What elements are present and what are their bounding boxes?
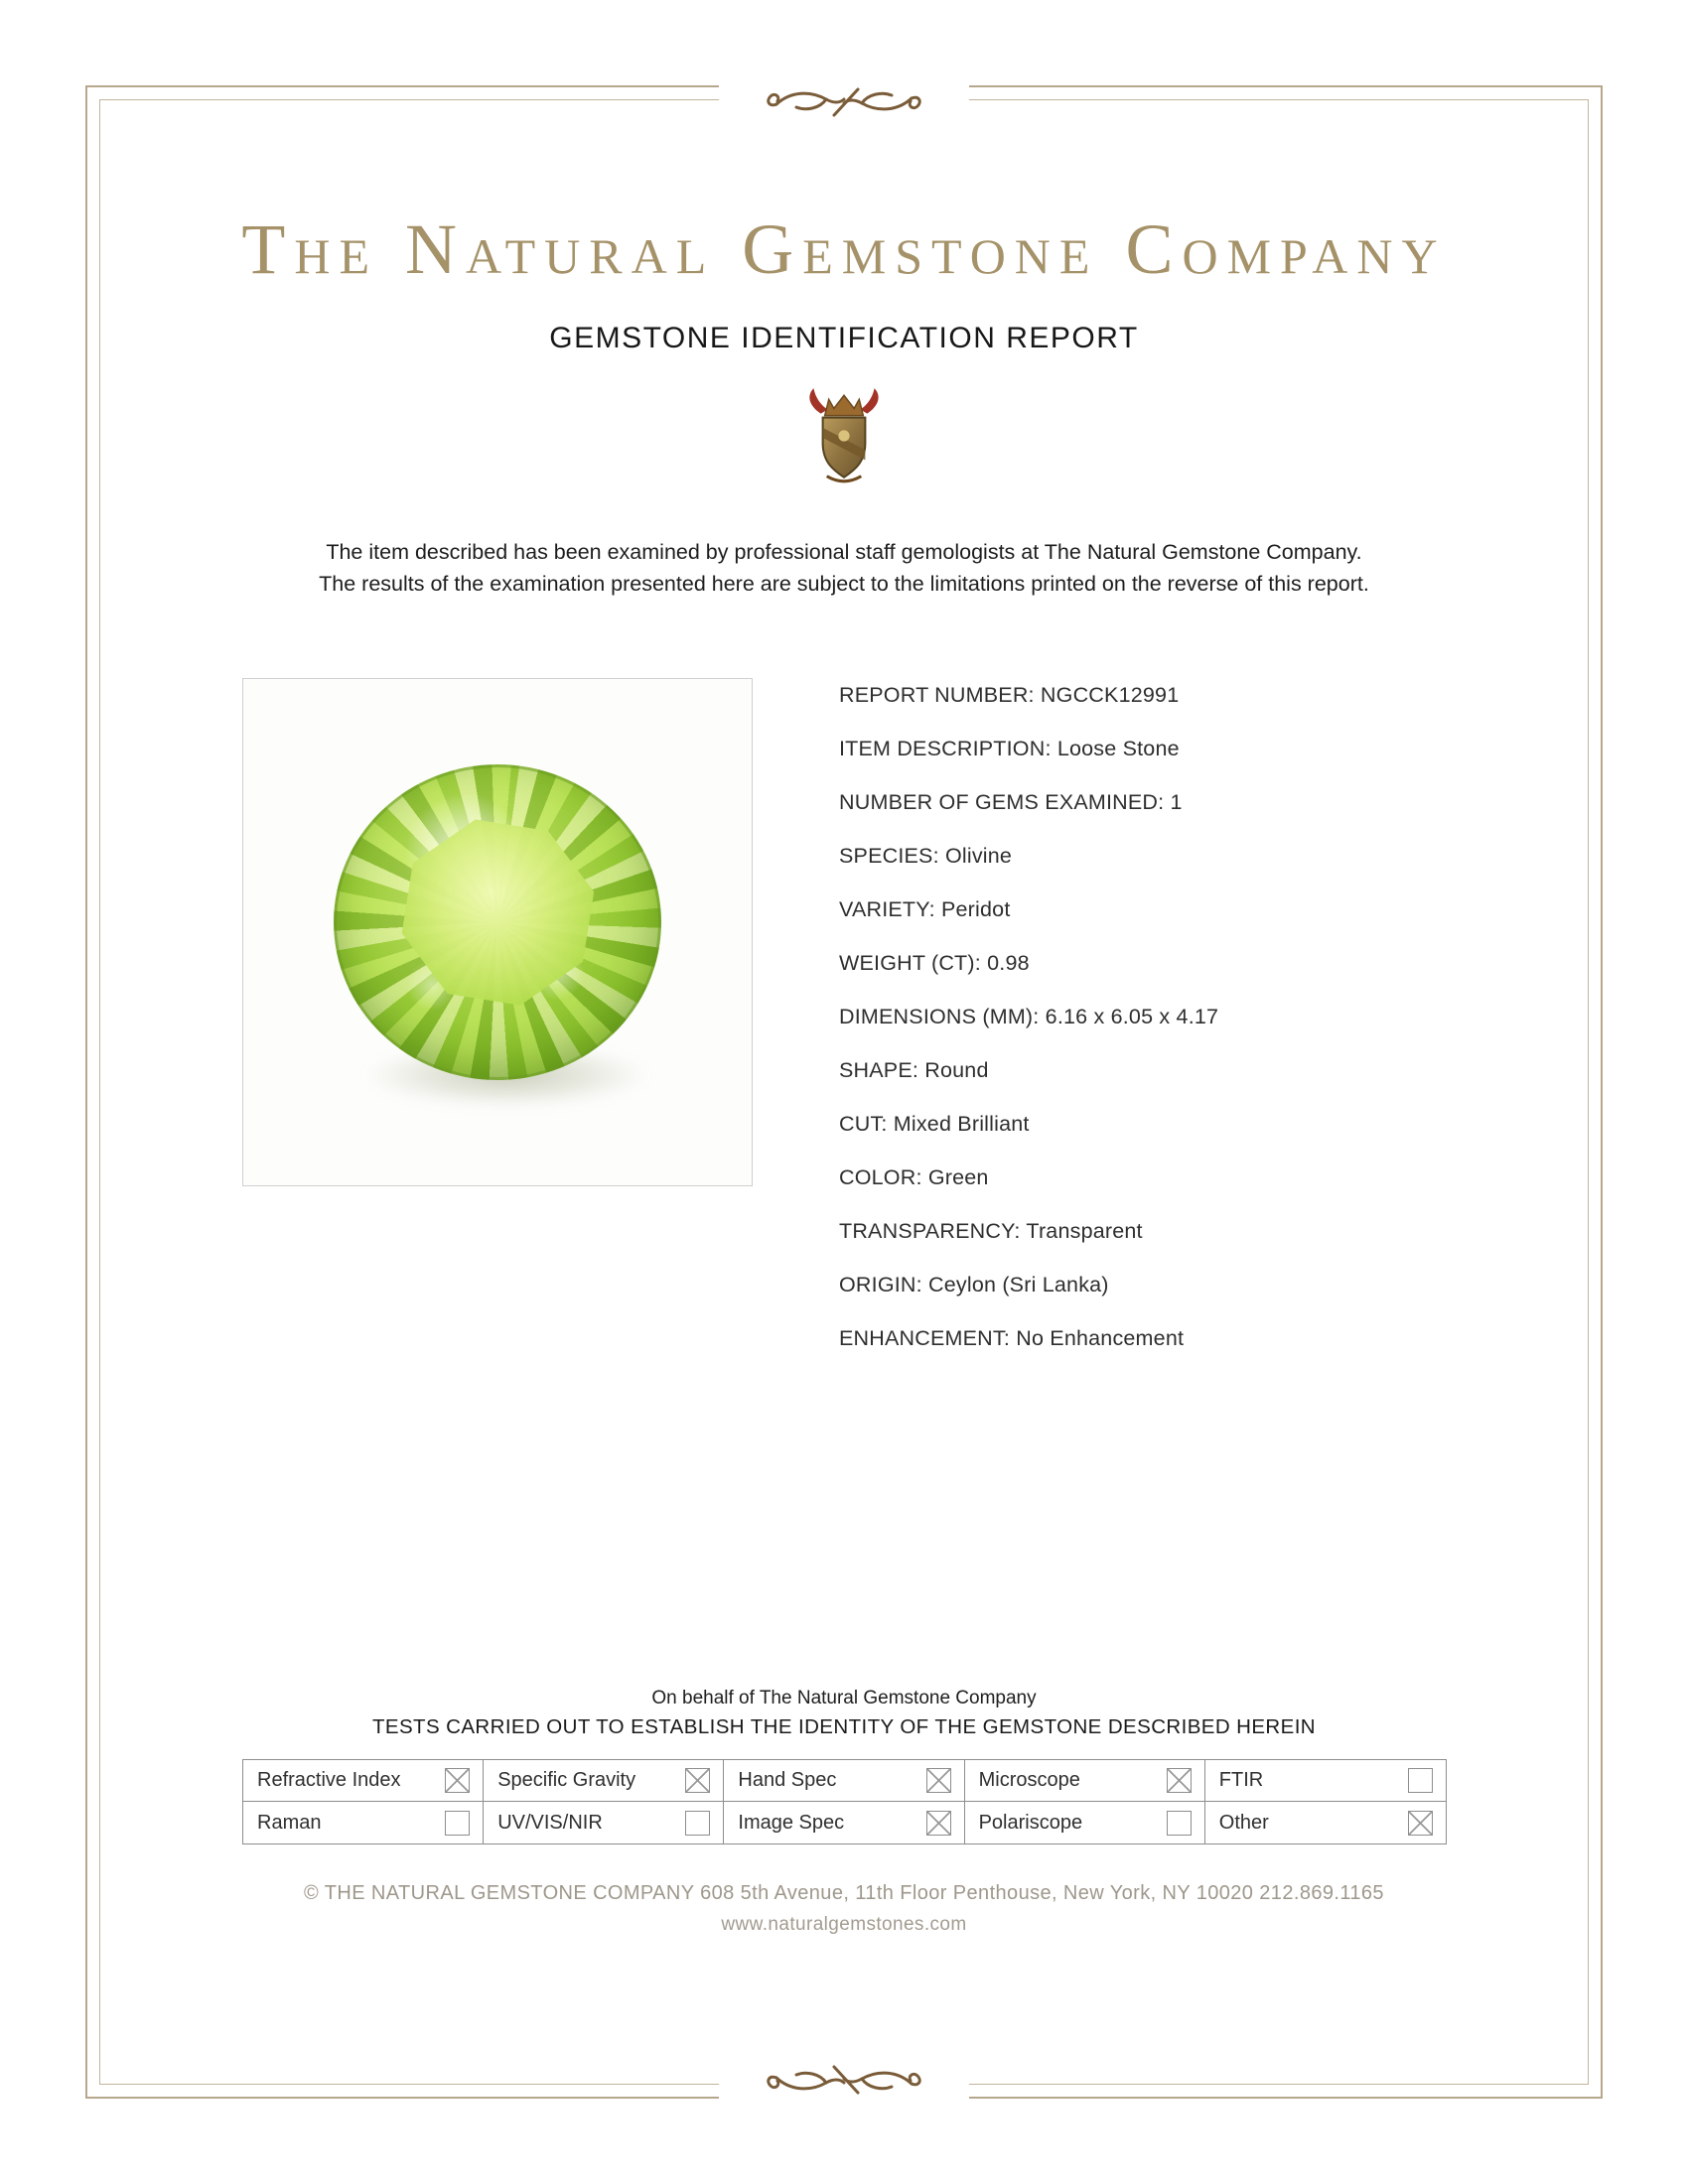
checkbox-ftir: [1408, 1768, 1433, 1793]
field-weight: WEIGHT (CT): 0.98: [839, 951, 1030, 975]
test-cell-raman: Raman: [243, 1802, 484, 1843]
test-cell-ftir: FTIR: [1205, 1760, 1446, 1802]
test-cell-refractive-index: Refractive Index: [243, 1760, 484, 1802]
test-cell-image-spec: Image Spec: [724, 1802, 964, 1843]
report-subtitle: GEMSTONE IDENTIFICATION REPORT: [549, 322, 1139, 354]
tests-table: [242, 1759, 1447, 1844]
field-transparency: TRANSPARENCY: Transparent: [839, 1219, 1143, 1243]
intro-line-2: The results of the examination presented here are subject to the limitations printed on the reverse of this report.: [319, 572, 1369, 597]
checkbox-other: [1408, 1811, 1433, 1836]
test-cell-uv-vis-nir: UV/VIS/NIR: [484, 1802, 724, 1843]
intro-line-1: The item described has been examined by professional staff gemologists at The Natural Gemstone Company.: [326, 540, 1362, 564]
field-shape: SHAPE: Round: [839, 1058, 989, 1082]
checkbox-refractive-index: [445, 1768, 470, 1793]
top-flourish-ornament-icon: [719, 77, 969, 125]
field-report-number: REPORT NUMBER: NGCCK12991: [839, 683, 1180, 707]
field-cut: CUT: Mixed Brilliant: [839, 1112, 1030, 1136]
field-dimensions: DIMENSIONS (MM): 6.16 x 6.05 x 4.17: [839, 1005, 1219, 1028]
footer-website: www.naturalgemstones.com: [721, 1914, 967, 1935]
field-number-of-gems: NUMBER OF GEMS EXAMINED: 1: [839, 790, 1183, 814]
footer-address: © THE NATURAL GEMSTONE COMPANY 608 5th Avenue, 11th Floor Penthouse, New York, NY 10020 212.869.1165: [304, 1882, 1384, 1904]
intro-paragraph: [0, 536, 1688, 601]
field-species: SPECIES: Olivine: [839, 844, 1013, 868]
tests-heading: TESTS CARRIED OUT TO ESTABLISH THE IDENTITY OF THE GEMSTONE DESCRIBED HEREIN: [371, 1715, 1317, 1738]
gem-photo-frame: [242, 678, 753, 1186]
test-cell-specific-gravity: Specific Gravity: [484, 1760, 724, 1802]
test-cell-other: Other: [1205, 1802, 1446, 1843]
field-origin: ORIGIN: Ceylon (Sri Lanka): [839, 1273, 1109, 1297]
field-enhancement: ENHANCEMENT: No Enhancement: [839, 1326, 1185, 1350]
checkbox-microscope: [1167, 1768, 1192, 1793]
report-fields: [839, 683, 1218, 1380]
checkbox-uv-vis-nir: [685, 1811, 710, 1836]
on-behalf-text: On behalf of The Natural Gemstone Company: [651, 1688, 1037, 1708]
checkbox-hand-spec: [926, 1768, 951, 1793]
peridot-gem-image: [334, 764, 661, 1080]
checkbox-specific-gravity: [685, 1768, 710, 1793]
field-color: COLOR: Green: [839, 1165, 989, 1189]
company-crest-icon: [798, 381, 890, 492]
checkbox-polariscope: [1167, 1811, 1192, 1836]
company-title: The Natural Gemstone Company: [241, 209, 1447, 289]
test-cell-hand-spec: Hand Spec: [724, 1760, 964, 1802]
bottom-flourish-ornament-icon: [719, 2057, 969, 2105]
field-item-description: ITEM DESCRIPTION: Loose Stone: [839, 737, 1180, 760]
checkbox-raman: [445, 1811, 470, 1836]
test-cell-microscope: Microscope: [965, 1760, 1205, 1802]
checkbox-image-spec: [926, 1811, 951, 1836]
test-cell-polariscope: Polariscope: [965, 1802, 1205, 1843]
field-variety: VARIETY: Peridot: [839, 897, 1011, 921]
